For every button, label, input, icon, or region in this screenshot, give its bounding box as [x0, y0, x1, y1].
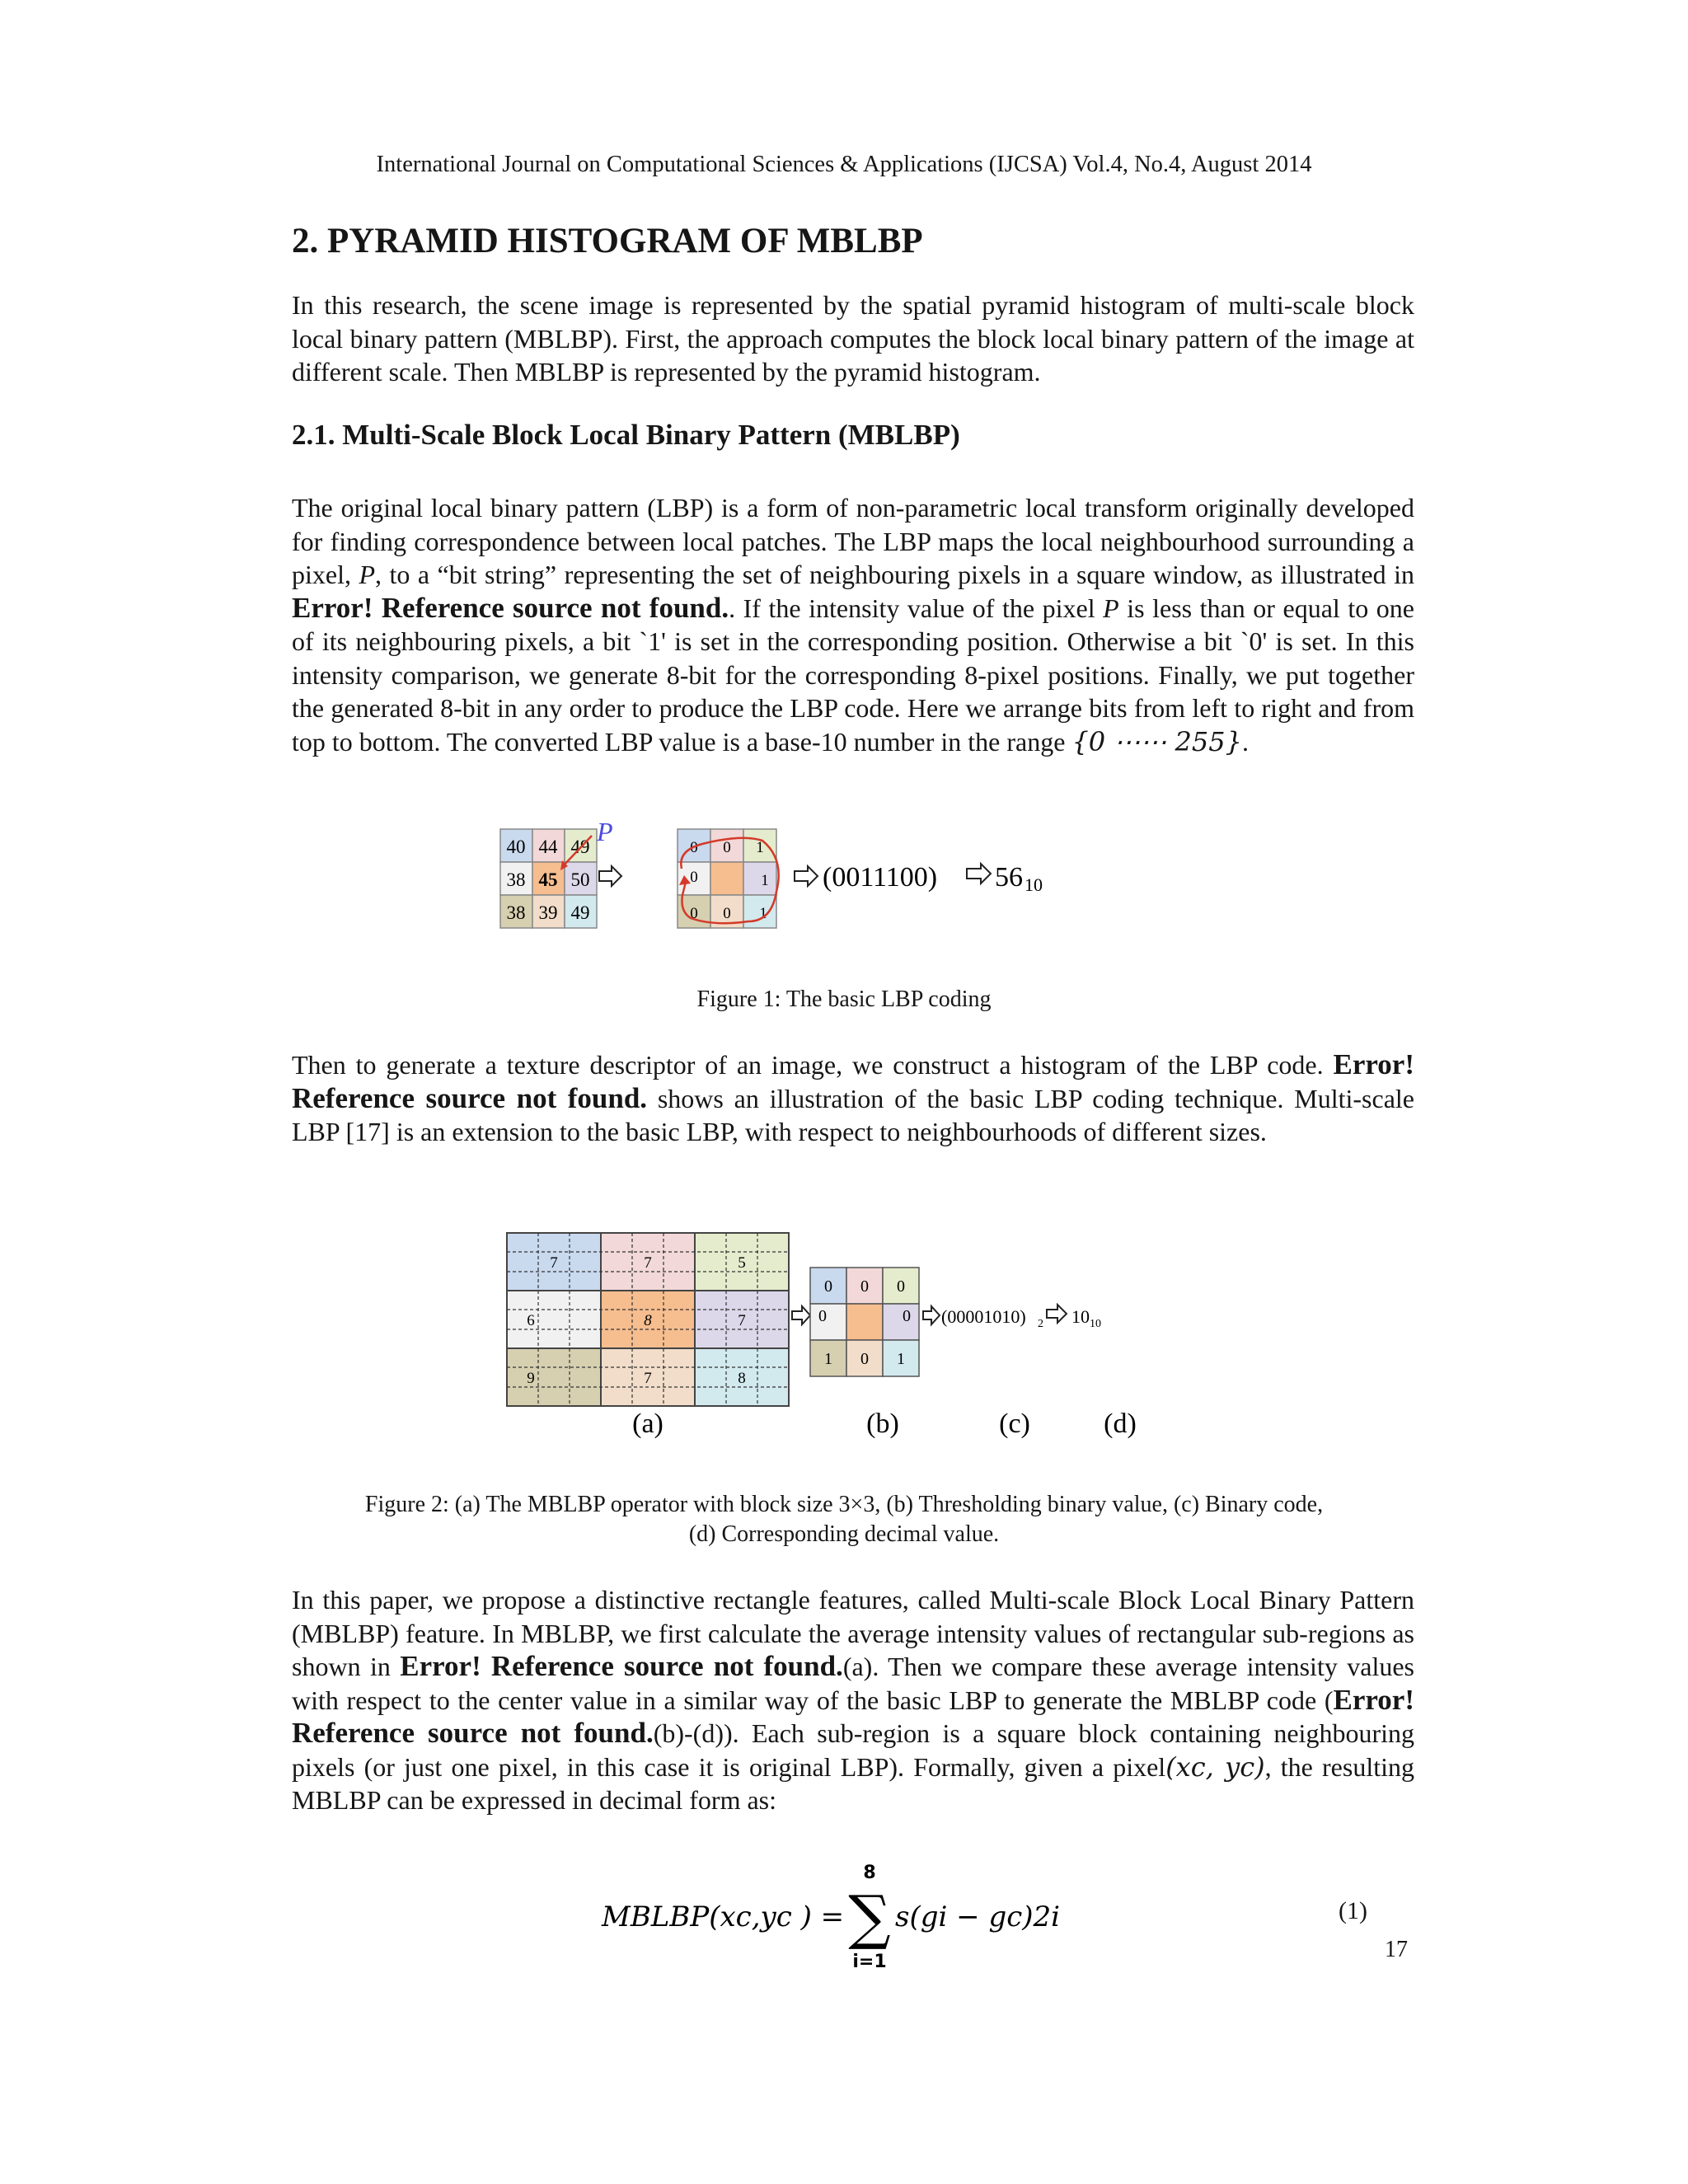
figure-2-caption: [0, 1490, 1688, 1549]
block-value: 8: [738, 1370, 746, 1387]
sum-lower-limit: i=1: [852, 1952, 887, 1972]
text-run: (b)-(d)). Each sub-region is a square block containing neighbouring pixels (or just one pixel, in this case it is original LBP). Formally, given a pixel: [292, 1718, 1414, 1782]
page-number: 17: [1385, 1937, 1408, 1962]
grid-cell: [810, 1304, 846, 1340]
binary-code: (0011100): [823, 862, 938, 893]
pixel-value: 38: [506, 869, 526, 890]
equation-number: (1): [1339, 1897, 1367, 1924]
running-header: International Journal on Computational Sciences & Applications (IJCSA) Vol.4, No.4, August 2014: [376, 152, 1312, 177]
figure-1-caption: Figure 1: The basic LBP coding: [696, 987, 992, 1012]
reference-error[interactable]: Error! Reference source not found.: [400, 1650, 843, 1682]
center-block-value: 8: [644, 1312, 652, 1329]
caption-line: Figure 2: (a) The MBLBP operator with block size 3×3, (b) Thresholding binary value, (c) Binary code,: [364, 1492, 1324, 1517]
bit-value: 1: [824, 1350, 832, 1368]
grid-cell: [710, 862, 743, 895]
pixel-symbol: P: [1103, 593, 1119, 623]
bit-value: 0: [897, 1277, 905, 1296]
text-run: (a). Then we compare these average intensity values with respect to the center value in a similar way of the basic LBP to generate the MBLBP code (: [292, 1652, 1414, 1715]
block-value: 7: [644, 1370, 652, 1387]
figure-1: [486, 816, 1080, 940]
subfigure-label-a: (a): [632, 1408, 663, 1439]
figure-2: [495, 1226, 1170, 1449]
bit-value: 1: [897, 1350, 905, 1368]
block-cell: [507, 1291, 601, 1348]
text-run: Then to generate a texture descriptor of an image, we construct a histogram of the LBP code.: [292, 1050, 1334, 1080]
grid-cell: [846, 1304, 883, 1340]
pixel-value: 38: [506, 902, 526, 923]
mblbp-paragraph: [292, 1583, 1414, 1817]
fig2-block-grid: [507, 1233, 789, 1406]
grid-cell: [743, 862, 776, 895]
section-title: 2. PYRAMID HISTOGRAM OF MBLBP: [292, 222, 923, 260]
equation-rhs: s(gi − gc)2i: [895, 1900, 1061, 1933]
text-run: . If the intensity value of the pixel: [729, 593, 1104, 623]
decimal-base: 10: [1025, 874, 1043, 895]
pixel-value: 50: [570, 869, 590, 890]
p-label: P: [597, 817, 613, 846]
range-expression: {0 ⋯⋯ 255}: [1071, 725, 1242, 757]
bit-value: 0: [690, 839, 698, 856]
bit-value: 1: [759, 905, 767, 922]
bit-value: 0: [818, 1307, 827, 1325]
block-value: 7: [738, 1312, 746, 1329]
subsection-title: 2.1. Multi-Scale Block Local Binary Pattern (MBLBP): [292, 419, 960, 451]
decimal-value: 10: [1071, 1306, 1090, 1327]
pixel-coordinate: (xc, yc): [1165, 1750, 1265, 1783]
caption-line: (d) Corresponding decimal value.: [688, 1521, 1000, 1547]
grid-cell: [883, 1304, 919, 1340]
equation-1: [593, 1858, 1088, 1974]
sum-symbol: ∑: [848, 1882, 891, 1952]
block-value: 6: [527, 1312, 535, 1329]
block-value: 5: [738, 1254, 746, 1272]
subfigure-label-c: (c): [999, 1408, 1030, 1439]
code-arrow-icon: [923, 1306, 940, 1324]
block-value: 9: [527, 1370, 535, 1387]
bit-value: 0: [860, 1277, 869, 1296]
text-run: In this paper, we propose a distinctive rectangle features, called Multi-scale Block Local Binary Pattern (MBLBP) feature. In MBLBP, we first calculate the average intensity values of rectangular sub-regions as shown in: [292, 1585, 1414, 1681]
fig1-pixel-grid: [500, 829, 597, 928]
bit-value: 0: [860, 1350, 869, 1368]
fig1-bit-grid: [678, 829, 776, 928]
equation-lhs: MBLBP(xc,yc ) =: [602, 1900, 845, 1933]
bit-value: 0: [903, 1307, 911, 1325]
threshold-arrow-icon: [792, 1306, 810, 1324]
binary-code: (00001010): [941, 1306, 1026, 1327]
block-cell: [507, 1348, 601, 1406]
bit-value: 0: [824, 1277, 832, 1296]
center-pixel-value: 45: [538, 869, 558, 890]
block-value: 7: [550, 1254, 558, 1272]
subfigure-label-b: (b): [866, 1408, 899, 1439]
pixel-value: 44: [538, 837, 558, 857]
bit-value: 1: [761, 872, 769, 889]
decimal-arrow-icon: [1047, 1305, 1067, 1323]
histogram-paragraph: [292, 1048, 1414, 1149]
text-run: is less than or equal to one of its neighbouring pixels, a bit `1' is set in the corresponding position. Otherwise a bit `0' is set. In this intensity comparison, we generate 8-bit for the corresponding 8-pixel positions. Finally, we put together the generated 8-bit in any order to produce the LBP code. Here we arrange bits from left to right and from top to bottom. The converted LBP value is a base-10 number in the range: [292, 593, 1414, 757]
intro-paragraph: In this research, the scene image is represented by the spatial pyramid histogram of multi-scale block local binary pattern (MBLBP). First, the approach computes the block local binary pattern of the image at different scale. Then MBLBP is represented by the pyramid histogram.: [292, 290, 1414, 387]
pixel-value: 49: [570, 837, 590, 857]
bit-value: 0: [690, 905, 698, 922]
sum-upper-limit: 8: [863, 1863, 876, 1883]
text-run: shows an illustration of the basic LBP coding technique. Multi-scale LBP [17] is an extension to the basic LBP, with respect to neighbourhoods of different sizes.: [292, 1083, 1415, 1146]
bit-value: 0: [723, 905, 731, 922]
subfigure-label-d: (d): [1104, 1408, 1137, 1439]
pixel-value: 40: [506, 837, 526, 857]
reference-error[interactable]: Error! Reference source not found.: [292, 1048, 1414, 1114]
code-arrow-icon: [795, 866, 818, 886]
reference-error[interactable]: Error! Reference source not found.: [292, 591, 729, 624]
bit-value: 1: [756, 839, 764, 856]
bit-value: 0: [690, 869, 698, 886]
text-run: .: [1241, 726, 1249, 757]
text-run: The original local binary pattern (LBP) is a form of non-parametric local transform originally developed for finding correspondence between local patches. The LBP maps the local neighbourhood surrounding a pixel,: [292, 493, 1414, 589]
block-value: 7: [644, 1254, 652, 1272]
lbp-paragraph: [292, 491, 1414, 758]
decimal-value: 56: [995, 862, 1023, 893]
text-run: , to a “bit string” representing the set of neighbouring pixels in a square window, as illustrated in: [375, 560, 1415, 589]
reference-error[interactable]: Error! Reference source not found.: [292, 1683, 1414, 1749]
pixel-value: 39: [538, 902, 558, 923]
threshold-arrow-icon: [599, 866, 621, 886]
fig2-bit-grid: [810, 1268, 919, 1376]
binary-base: 2: [1038, 1318, 1043, 1330]
decimal-arrow-icon: [967, 864, 991, 883]
bit-value: 0: [723, 839, 731, 856]
decimal-base: 10: [1090, 1318, 1101, 1330]
pixel-symbol: P: [359, 560, 376, 589]
text-run: , the resulting MBLBP can be expressed in decimal form as:: [292, 1751, 1415, 1815]
pixel-value: 49: [570, 902, 590, 923]
